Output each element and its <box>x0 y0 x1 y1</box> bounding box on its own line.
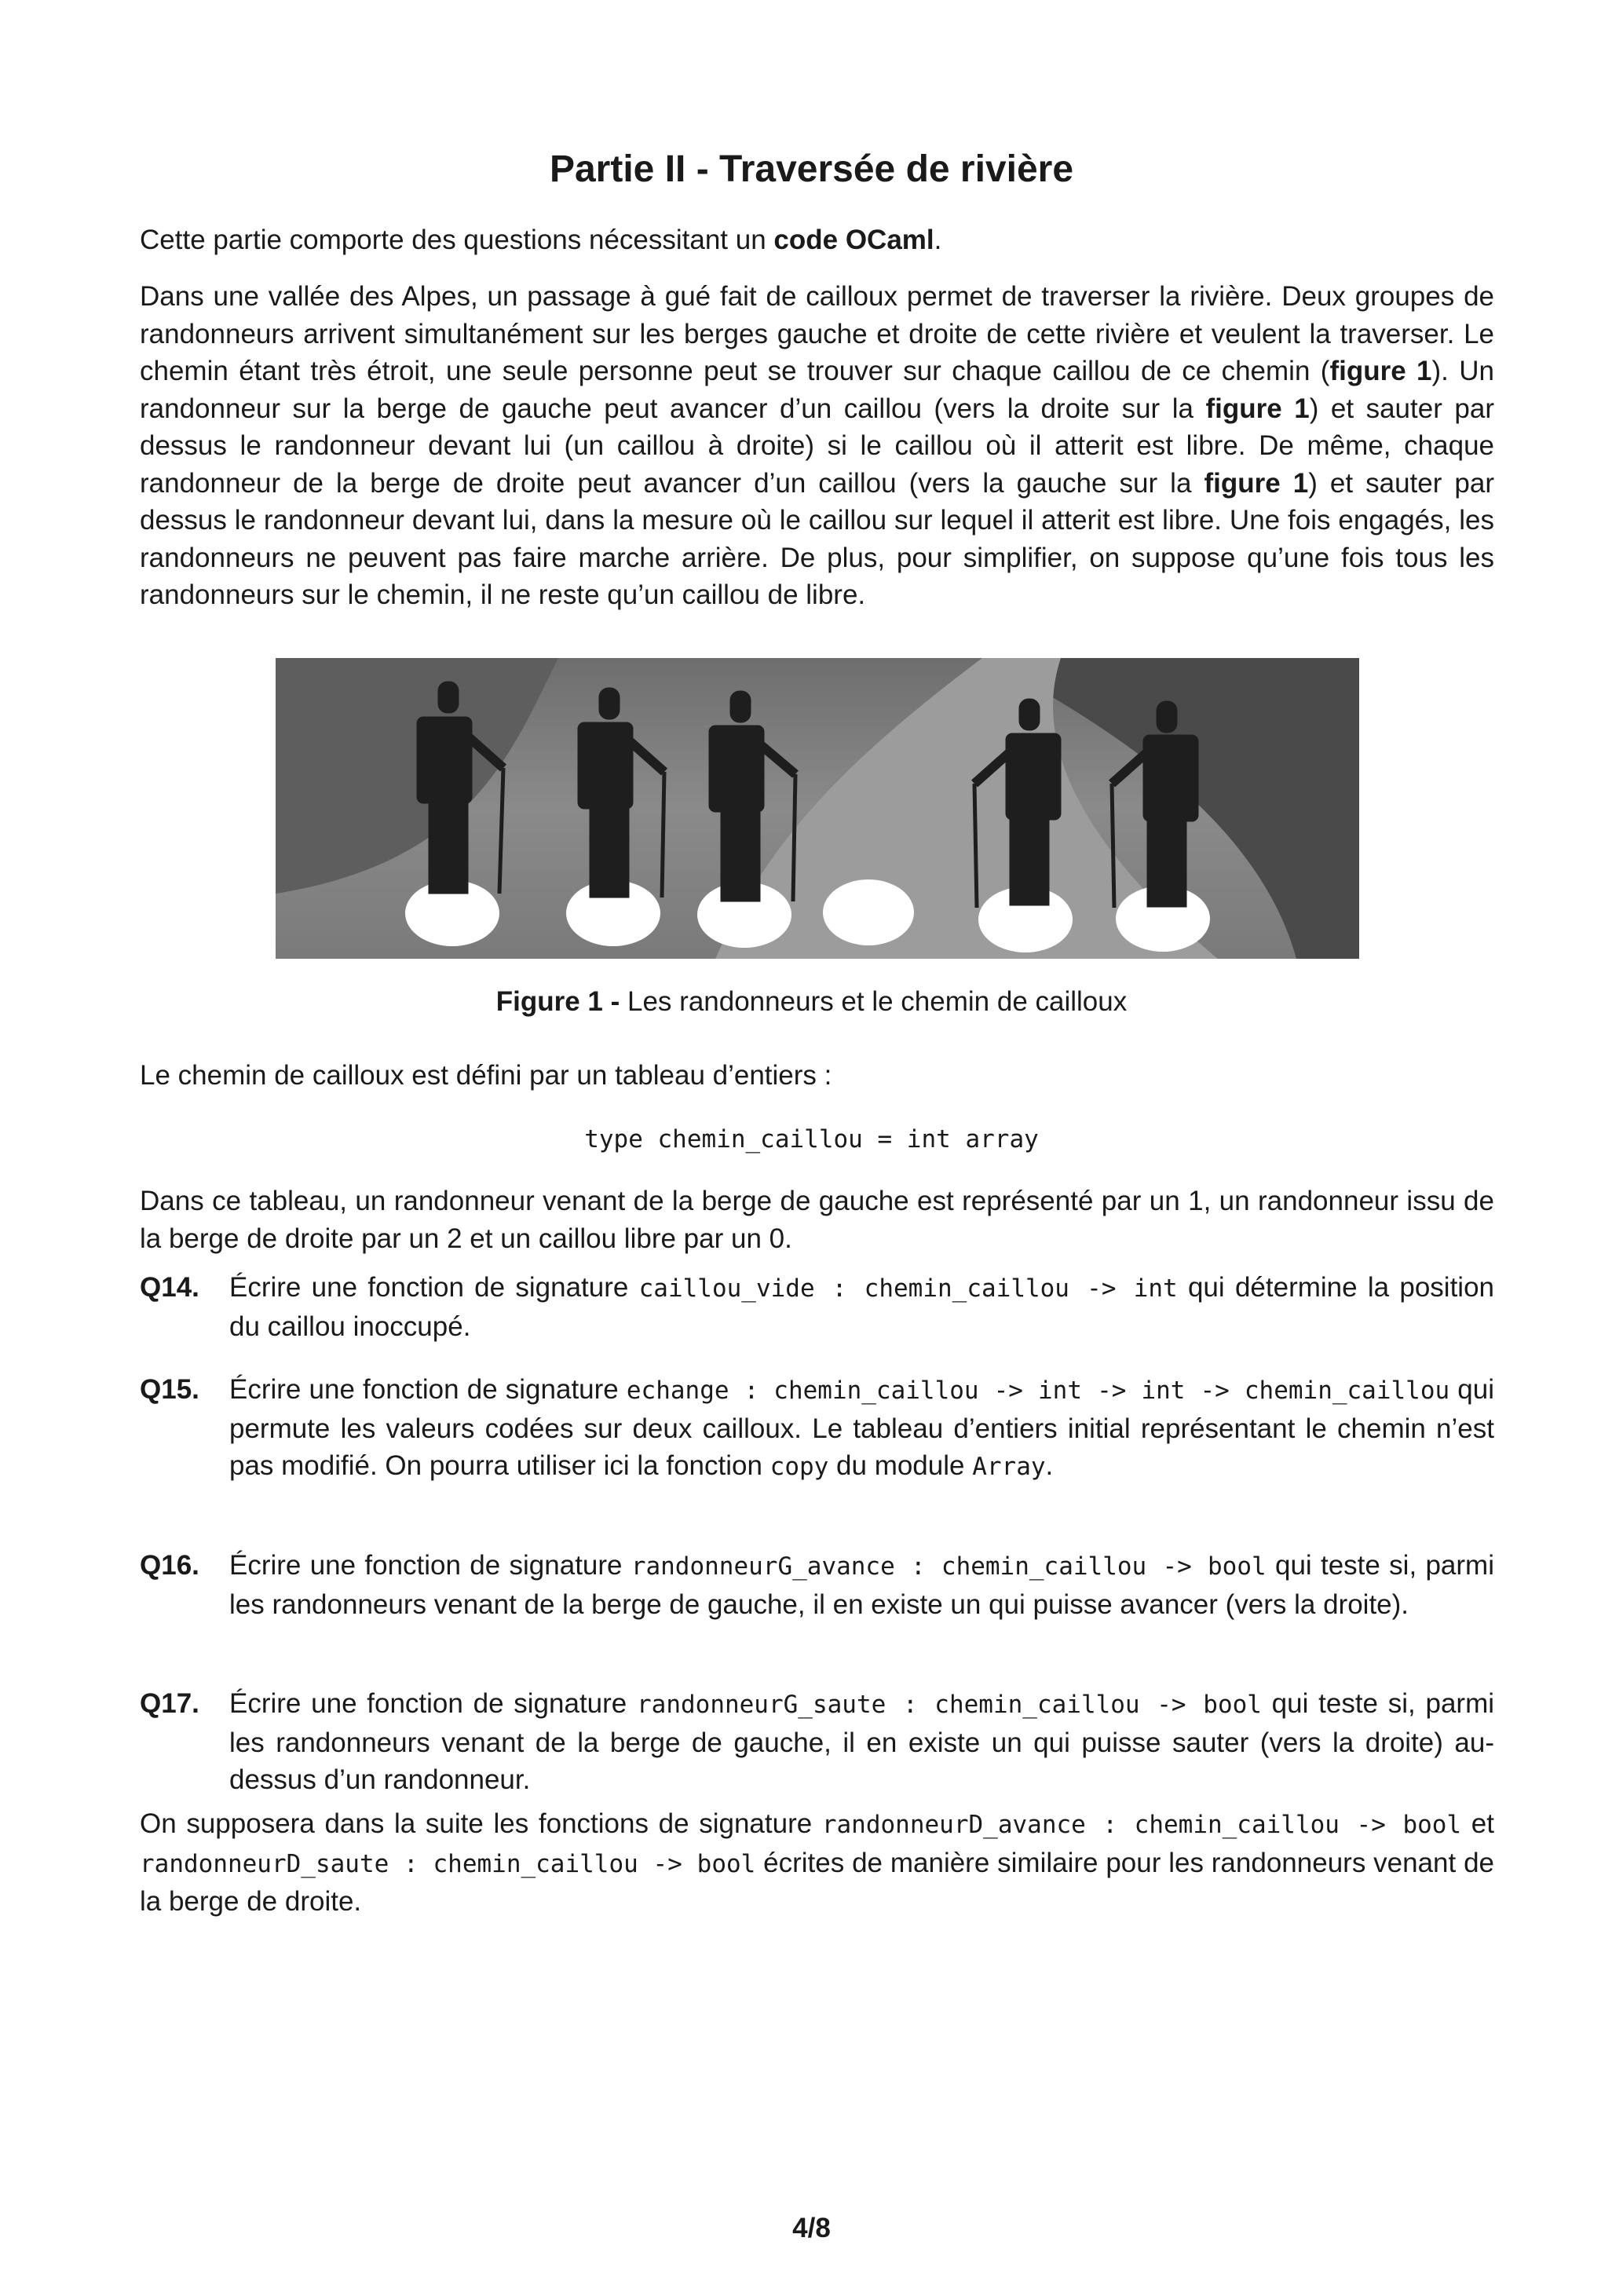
intro-text <box>140 221 1494 259</box>
closing-text: écrites de manière similaire pour les randonneurs venant de la berge de droite. <box>140 1847 1495 1917</box>
question-text: du module <box>828 1450 973 1481</box>
figure-label: Figure 1 - <box>495 986 620 1017</box>
closing-paragraph <box>140 1805 1494 1921</box>
question-text: qui teste si, parmi les randonneurs venant de la berge de gauche, il en existe un qui puisse sauter (vers la droite) au-dessus d’un randonneur. <box>229 1688 1494 1795</box>
question-q15 <box>140 1371 1494 1486</box>
section-title: Partie II - Traversée de rivière <box>549 148 1074 190</box>
figure-ref: figure 1 <box>1329 356 1432 386</box>
para-part: ) et sauter par dessus le randonneur devant lui (un caillou à droite) si le caillou où il atterit est libre. De même, chaque randonneur de la berge de droite peut avancer d’un caillou (vers la gauche sur la <box>140 393 1494 499</box>
intro-bold: code OCaml <box>773 225 934 255</box>
signature-code: randonneurG_saute : chemin_caillou -> bool <box>637 1691 1262 1719</box>
figure-hikers-river <box>276 658 1359 959</box>
question-text: Écrire une fonction de signature <box>229 1550 631 1581</box>
figure-ref: figure 1 <box>1205 393 1310 424</box>
question-number: Q15. <box>140 1374 199 1405</box>
type-definition-code: type chemin_caillou = int array <box>584 1125 1039 1153</box>
copy-code: copy <box>769 1453 829 1481</box>
para-part: ) et sauter par dessus le randonneur devant lui, dans la mesure où le caillou sur lequel il atterit est libre. Une fois engagés, les randonneurs ne peuvent pas faire marche arrière. De plus, pour simplifier, on suppose qu’une fois tous les randonneurs sur le chemin, il ne reste qu’un caillou de libre. <box>140 467 1494 610</box>
question-number: Q14. <box>140 1272 199 1303</box>
intro-text-a: Cette partie comporte des questions nécessitant un <box>140 225 774 255</box>
question-text: Écrire une fonction de signature <box>229 1374 627 1405</box>
signature-code: echange : chemin_caillou -> int -> int -> chemin_caillou <box>626 1377 1450 1405</box>
question-number: Q16. <box>140 1550 199 1581</box>
question-text: . <box>1045 1450 1054 1481</box>
question-q17 <box>140 1685 1494 1799</box>
question-text: qui détermine la position du caillou inoccupé. <box>229 1272 1494 1342</box>
page-number: 4/8 <box>792 2213 831 2243</box>
figure-ref: figure 1 <box>1204 467 1309 499</box>
figure-caption <box>0 983 1623 1021</box>
closing-text: On supposera dans la suite les fonctions de signature <box>140 1808 822 1839</box>
closing-text: et <box>1461 1808 1494 1839</box>
question-text: qui permute les valeurs codées sur deux cailloux. Le tableau d’entiers initial représentant le chemin n’est pas modifié. On pourra utiliser ici la fonction <box>229 1374 1494 1481</box>
signature-code: randonneurD_saute : chemin_caillou -> bool <box>140 1849 756 1878</box>
problem-paragraph <box>140 278 1494 614</box>
signature-code: caillou_vide : chemin_caillou -> int <box>638 1274 1178 1303</box>
signature-code: randonneurD_avance : chemin_caillou -> bool <box>821 1811 1462 1839</box>
question-q16 <box>140 1547 1494 1623</box>
definition-text: Le chemin de cailloux est défini par un tableau d’entiers : <box>140 1060 832 1091</box>
para-part: ). Un randonneur sur la berge de gauche peut avancer d’un caillou (vers la droite sur la <box>140 356 1494 424</box>
intro-text-b: . <box>934 225 942 255</box>
question-text: Écrire une fonction de signature <box>229 1272 639 1303</box>
figure-caption-text: Les randonneurs et le chemin de cailloux <box>620 986 1128 1017</box>
question-text: qui teste si, parmi les randonneurs venant de la berge de gauche, il en existe un qui puisse avancer (vers la droite). <box>229 1550 1494 1620</box>
array-code: Array <box>972 1453 1046 1481</box>
question-number: Q17. <box>140 1688 199 1719</box>
para-part: Dans une vallée des Alpes, un passage à gué fait de cailloux permet de traverser la rivière. Deux groupes de randonneurs arrivent simultanément sur les berges gauche et droite de cette rivière et veulent la traverser. Le chemin étant très étroit, une seule personne peut se trouver sur chaque caillou de ce chemin ( <box>140 281 1494 386</box>
signature-code: randonneurG_avance : chemin_caillou -> bool <box>631 1552 1267 1581</box>
question-q14 <box>140 1269 1494 1345</box>
representation-text: Dans ce tableau, un randonneur venant de la berge de gauche est représenté par un 1, un randonneur issu de la berge de droite par un 2 et un caillou libre par un 0. <box>140 1186 1494 1254</box>
question-text: Écrire une fonction de signature <box>229 1688 637 1719</box>
